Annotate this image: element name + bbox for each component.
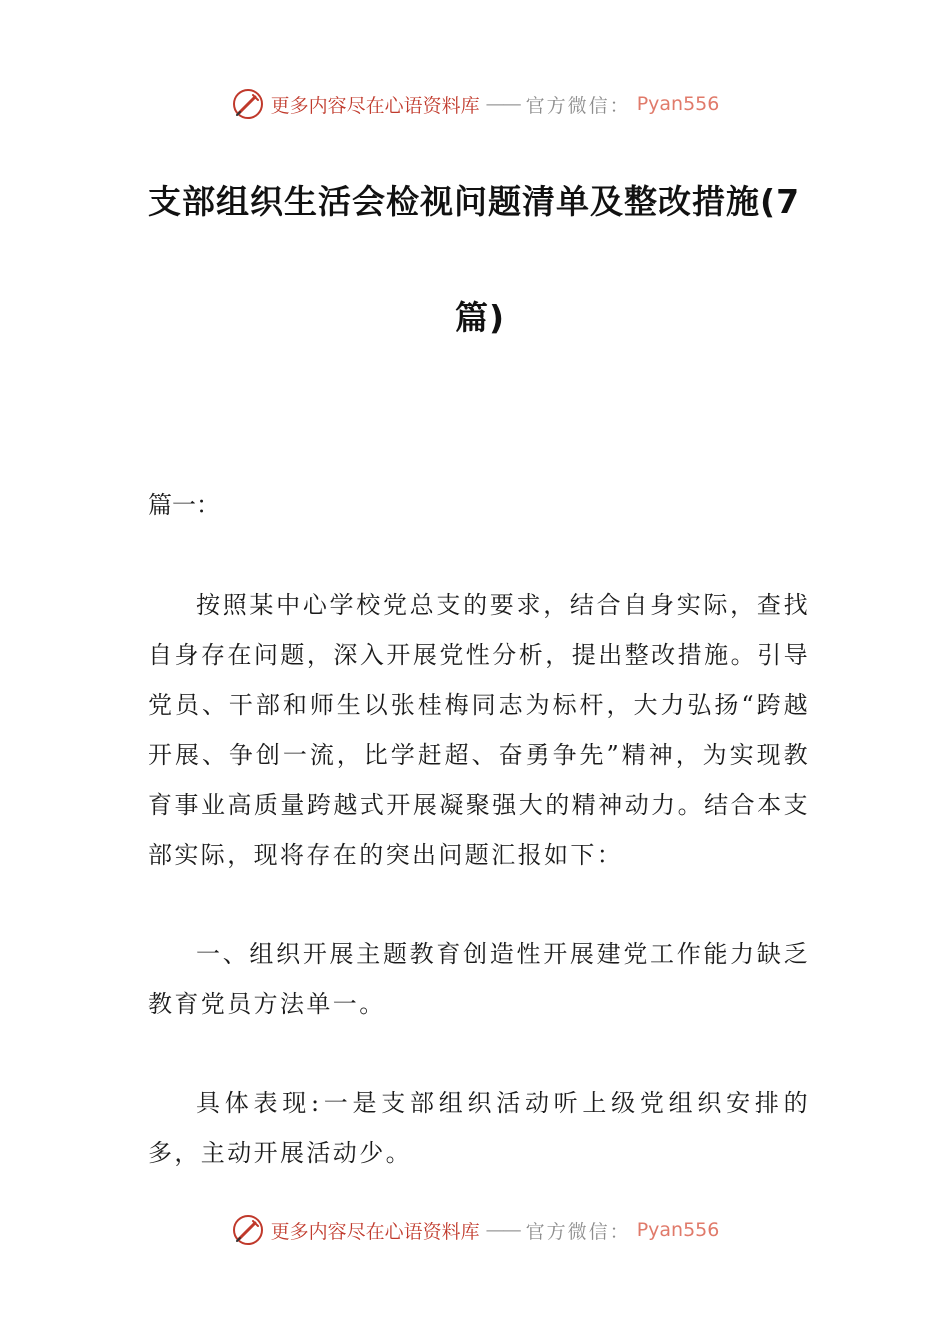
header-watermark [0,84,950,124]
pen-logo-icon [231,87,265,121]
watermark-dash: —— [485,93,520,115]
watermark-main-text: 更多内容尽在心语资料库 [270,94,480,117]
paragraph-specific: 具体表现:一是支部组织活动听上级党组织安排的多，主动开展活动少。 [148,1089,810,1167]
paragraph-issue-one: 一、组织开展主题教育创造性开展建党工作能力缺乏教育党员方法单一。 [148,940,810,1018]
watermark-official-label: 官方微信： [525,94,631,117]
footer-watermark [0,1210,950,1250]
document-title-line2: 篇) [454,298,506,337]
section-label: 篇一： [148,491,220,519]
watermark-wechat-id: Pyan556 [636,1219,720,1241]
pen-logo-icon [231,1213,265,1247]
watermark-dash: —— [485,1219,520,1241]
document-title-line1: 支部组织生活会检视问题清单及整改措施(7 [148,182,801,221]
watermark-official-label: 官方微信： [525,1220,631,1243]
watermark-main-text: 更多内容尽在心语资料库 [270,1220,480,1243]
paragraph-intro: 按照某中心学校党总支的要求，结合自身实际，查找自身存在问题，深入开展党性分析，提出整改措施。引导党员、干部和师生以张桂梅同志为标杆，大力弘扬“跨越开展、争创一流，比学赶超、奋勇争先”精神，为实现教育事业高质量跨越式开展凝聚强大的精神动力。结合本支部实际，现将存在的突出问题汇报如下： [148,591,810,869]
watermark-wechat-id: Pyan556 [636,93,720,115]
